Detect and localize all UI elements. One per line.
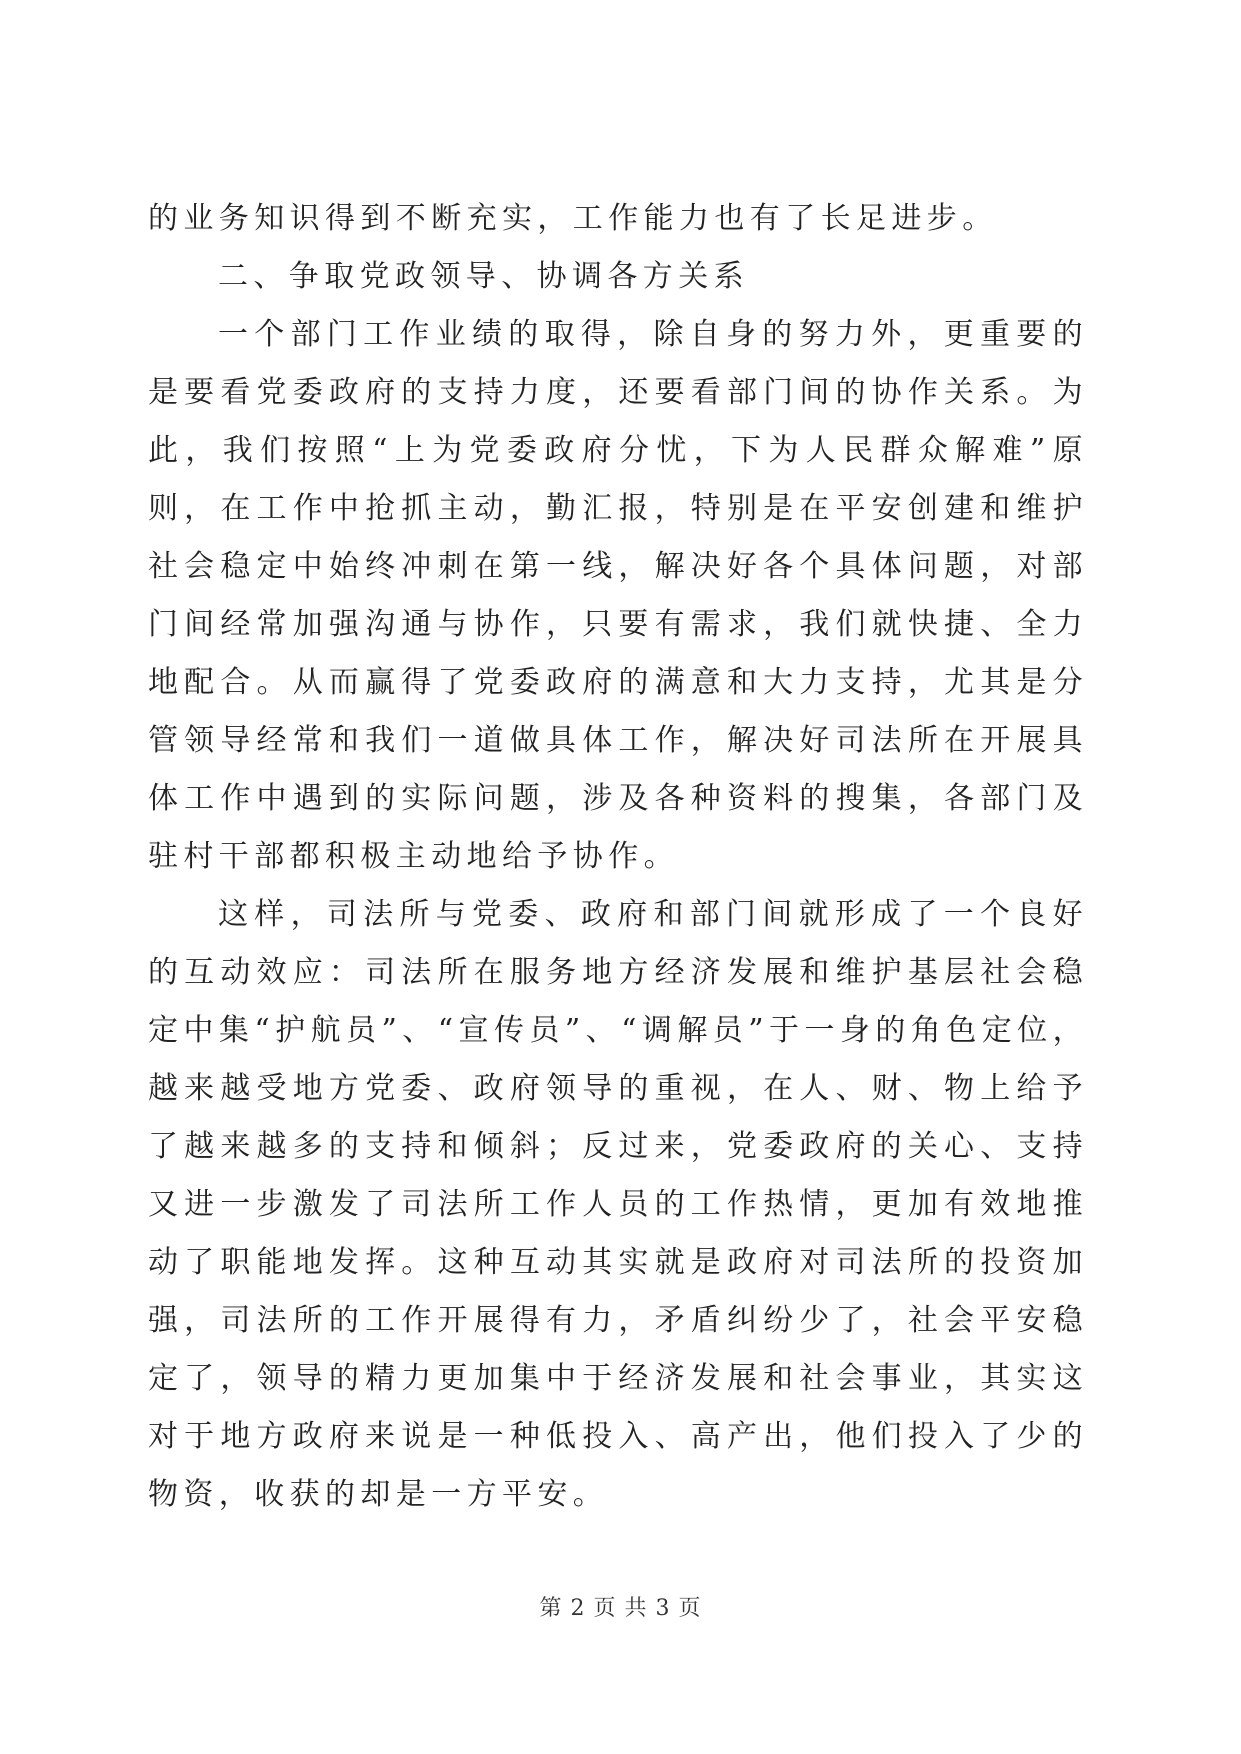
paragraph-continuation: 的业务知识得到不断充实，工作能力也有了长足进步。 xyxy=(148,201,998,236)
document-body xyxy=(148,190,1088,1524)
section-heading: 二、争取党政领导、协调各方关系 xyxy=(218,259,749,294)
paragraph-cooperation: 一个部门工作业绩的取得，除自身的努力外，更重要的是要看党委政府的支持力度，还要看部门间的协作关系。为此，我们按照“上为党委政府分忧，下为人民群众解难”原则，在工作中抢抓主动，勤汇报，特别是在平安创建和维护社会稳定中始终冲刺在第一线，解决好各个具体问题，对部门间经常加强沟通与协作，只要有需求，我们就快捷、全力地配合。从而赢得了党委政府的满意和大力支持，尤其是分管领导经常和我们一道做具体工作，解决好司法所在开展具体工作中遇到的实际问题，涉及各种资料的搜集，各部门及驻村干部都积极主动地给予协作。 xyxy=(148,317,1088,874)
paragraph-interaction-effect: 这样，司法所与党委、政府和部门间就形成了一个良好的互动效应：司法所在服务地方经济发展和维护基层社会稳定中集“护航员”、“宣传员”、“调解员”于一身的角色定位，越来越受地方党委、政府领导的重视，在人、财、物上给予了越来越多的支持和倾斜；反过来，党委政府的关心、支持又进一步激发了司法所工作人员的工作热情，更加有效地推动了职能地发挥。这种互动其实就是政府对司法所的投资加强，司法所的工作开展得有力，矛盾纠纷少了，社会平安稳定了，领导的精力更加集中于经济发展和社会事业，其实这对于地方政府来说是一种低投入、高产出，他们投入了少的物资，收获的却是一方平安。 xyxy=(148,897,1088,1512)
page-number-footer: 第 2 页 共 3 页 xyxy=(539,1596,702,1621)
